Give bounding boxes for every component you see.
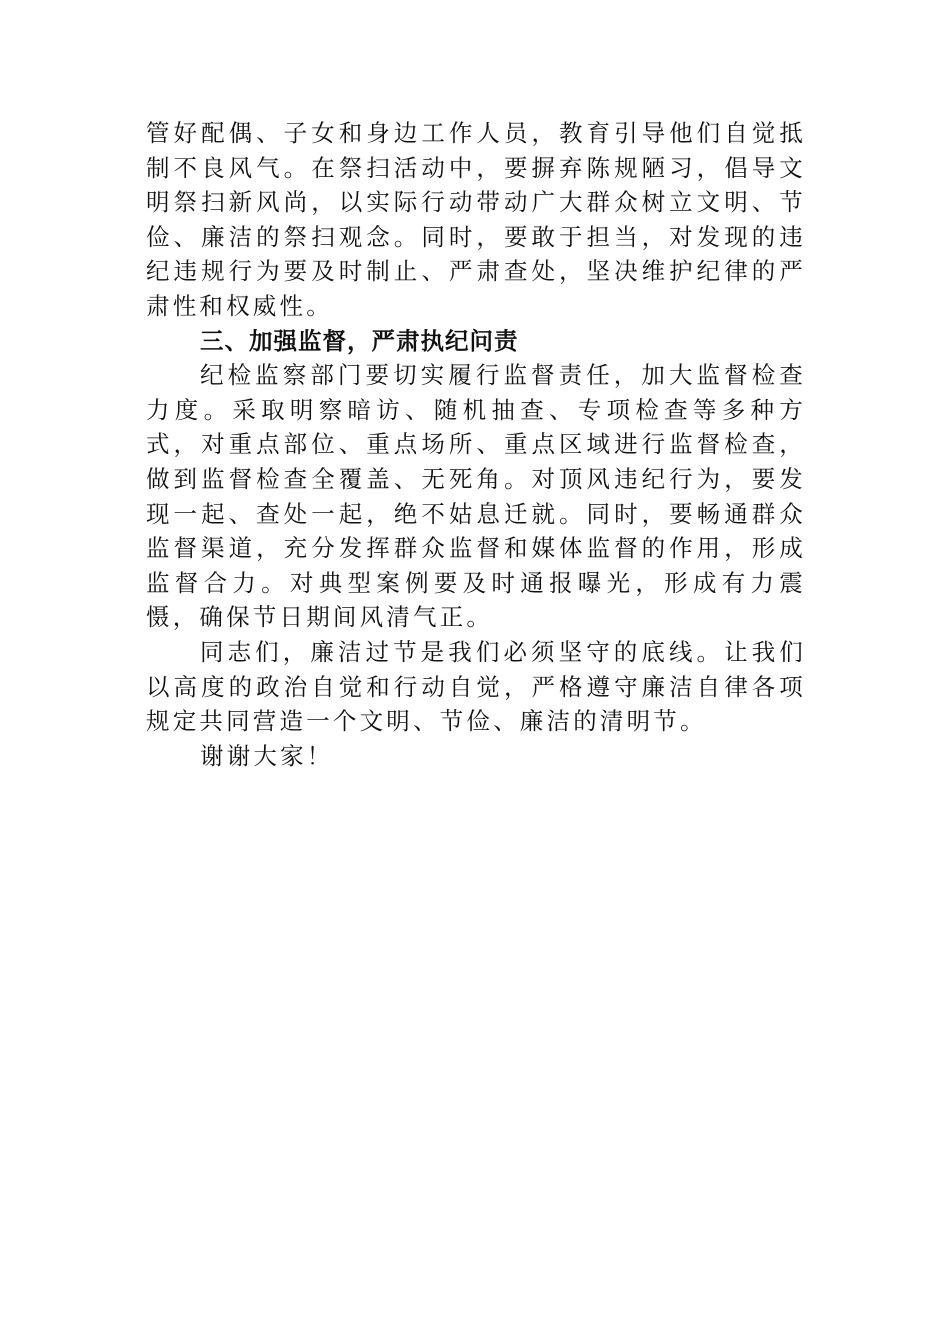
paragraph-supervision: 纪检监察部门要切实履行监督责任，加大监督检查力度。采取明察暗访、随机抽查、专项检查等多种方式，对重点部位、重点场所、重点区域进行监督检查，做到监督检查全覆盖、无死角。对顶风违纪行为，要发现一起、查处一起，绝不姑息迁就。同时，要畅通群众监督渠道，充分发挥群众监督和媒体监督的作用，形成监督合力。对典型案例要及时通报曝光，形成有力震慑，确保节日期间风清气正。 xyxy=(146,361,806,632)
document-body xyxy=(146,116,806,773)
paragraph-continuation: 管好配偶、子女和身边工作人员，教育引导他们自觉抵制不良风气。在祭扫活动中，要摒弃陈规陋习，倡导文明祭扫新风尚，以实际行动带动广大群众树立文明、节俭、廉洁的祭扫观念。同时，要敢于担当，对发现的违纪违规行为要及时制止、严肃查处，坚决维护纪律的严肃性和权威性。 xyxy=(146,119,806,320)
section-heading: 三、加强监督，严肃执纪问责 xyxy=(200,326,519,355)
closing-remark: 谢谢大家！ xyxy=(200,741,334,770)
paragraph-conclusion: 同志们，廉洁过节是我们必须坚守的底线。让我们以高度的政治自觉和行动自觉，严格遵守廉洁自律各项规定共同营造一个文明、节俭、廉洁的清明节。 xyxy=(146,637,806,736)
